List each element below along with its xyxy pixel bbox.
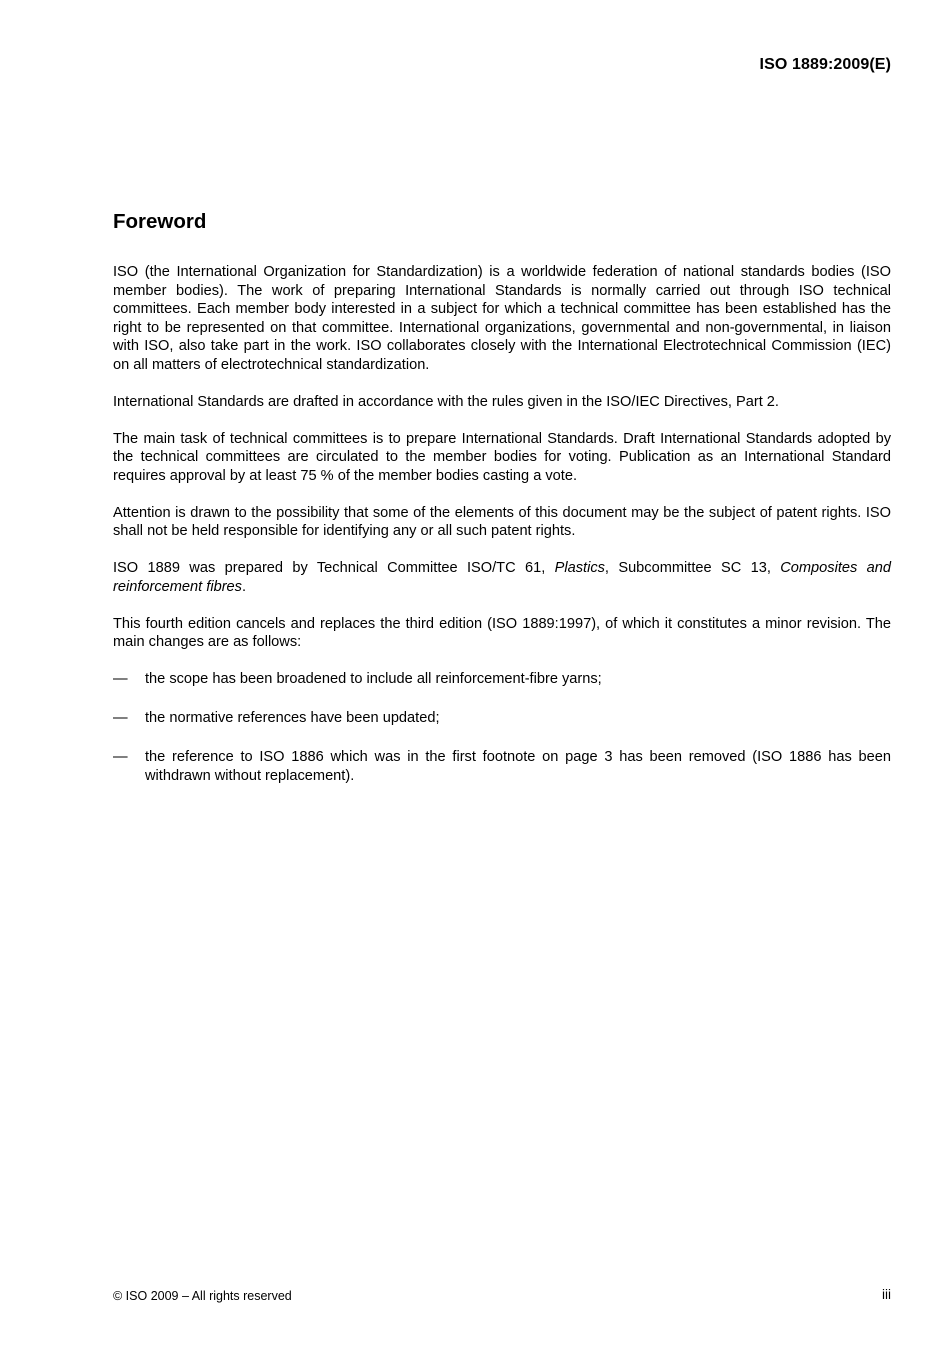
list-item-text: the scope has been broadened to include all reinforcement-fibre yarns; [145,671,602,687]
paragraph-edition-note: This fourth edition cancels and replaces the third edition (ISO 1889:1997), of which it constitutes a minor revision. The main changes are as follows: [113,615,891,650]
prepared-by-text: , Subcommittee SC 13, [604,560,781,576]
paragraph-iso-intro: ISO (the International Organization for Standardization) is a worldwide federation of national standards bodies (ISO member bodies). The work of preparing International Standards is normally carried out through ISO technical committees. Each member body interested in a subject for which a technical committee has been established has the right to be represented on that committee. International organizations, governmental and non-governmental, in liaison with ISO, also take part in the work. ISO collaborates closely with the International Electrotechnical Commission (IEC) on all matters of electrotechnical standardization. [113,264,891,373]
dash-bullet: — [113,671,128,687]
paragraph-patent-rights: Attention is drawn to the possibility that some of the elements of this document may be the subject of patent rights. ISO shall not be held responsible for identifying any or all such patent rights. [113,504,891,539]
list-item-text: the reference to ISO 1886 which was in the first footnote on page 3 has been removed (ISO 1886 has been withdrawn without replacement). [145,749,891,784]
page-number: iii [882,1287,891,1302]
dash-bullet: — [113,749,128,765]
foreword-section [113,209,891,806]
list-item [113,670,891,689]
paragraph-main-task: The main task of technical committees is to prepare International Standards. Draft International Standards adopted by the technical committees are circulated to the member bodies for voting. Publication as an International Standard requires approval by at least 75 % of the member bodies casting a vote. [113,430,891,484]
committee-name: Plastics [554,560,605,576]
prepared-by-text: . [241,578,247,595]
paragraph-prepared-by [113,559,891,596]
foreword-title: Foreword [113,210,207,233]
list-item [113,709,891,728]
paragraph-directives: International Standards are drafted in accordance with the rules given in the ISO/IEC Directives, Part 2. [113,393,779,410]
copyright-notice: © ISO 2009 – All rights reserved [113,1289,292,1303]
prepared-by-text: ISO 1889 was prepared by Technical Committee ISO/TC 61, [113,560,555,576]
list-item [113,748,891,785]
subcommittee-name: Composites and reinforcement fibres [113,560,891,595]
document-reference: ISO 1889:2009(E) [759,56,891,73]
dash-bullet: — [113,710,128,726]
list-item-text: the normative references have been updated; [145,710,440,726]
changes-list [113,670,891,785]
